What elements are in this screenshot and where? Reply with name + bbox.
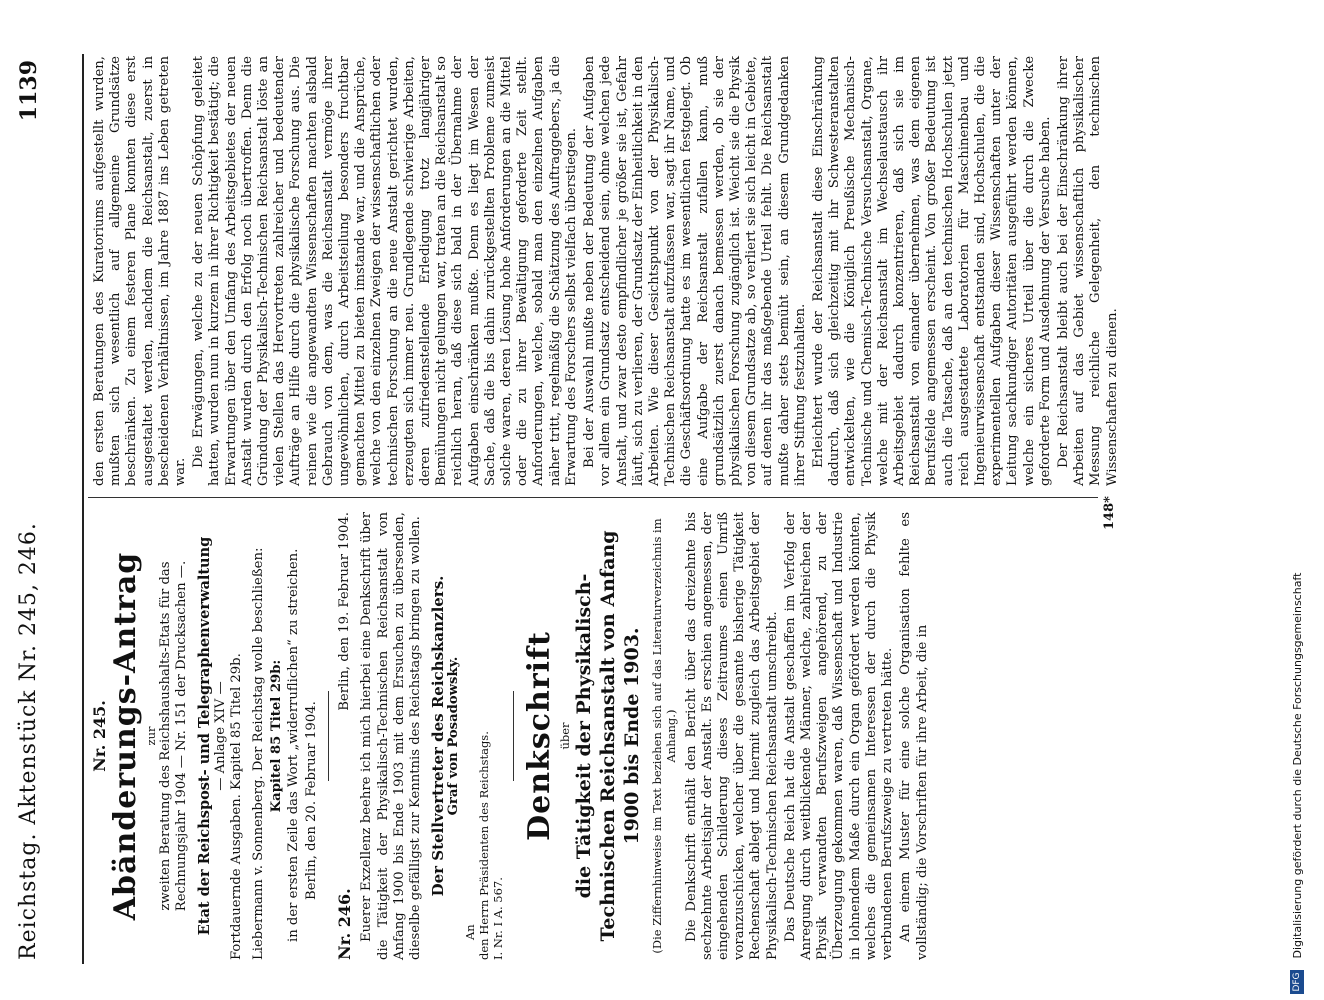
reference-number: I. Nr. I A. 567. — [490, 877, 505, 960]
left-para-3: An einem Muster für eine solche Organisation fehlte es vollständig; die Vorschriften für ihre Arbeit, die in — [898, 512, 930, 960]
denkschrift-subtitle: die Tätigkeit der Physikalisch-Technischen Reichsanstalt von Anfang 1900 bis Ende 1903. — [572, 530, 643, 942]
page-number: 1139 — [16, 60, 42, 122]
footnote-note: (Die Ziffernhinweise im Text beziehen sich auf das Literaturverzeichnis im Anhang.) — [649, 518, 678, 954]
credit-text: Digitalisierung gefördert durch die Deutsche Forschungsgemeinschaft — [1290, 572, 1304, 959]
header-title: Reichstag. Aktenstück Nr. 245, 246. — [16, 522, 41, 960]
date-246: Berlin, den 19. Februar 1904. — [337, 512, 353, 711]
left-column — [92, 512, 933, 960]
liebermann-text: Liebermann v. Sonnenberg. Der Reichstag wolle beschließen: — [251, 547, 267, 960]
dfg-logo-icon: DFG — [1290, 970, 1304, 994]
right-para-2: Die Erwägungen, welche zu der neuen Schöpfung geleitet hatten, wurden nun in kurzem in ihrer Richtigkeit bestätigt; die Erwartungen über den Umfang des Arbeitsgebietes der neuen Anstalt wurden durch den Erfolg noch übertroffen. Denn die Gründung der Physikalisch-Technischen Reichsanstalt löste an vielen Stellen das Hervortreten zahlreicher und bedeutender Aufträge an Hilfe durch die physikalische Forschung aus. Die reinen wie die angewandten Wissenschaften machten alsbald Gebrauch von dem, was die Reichsanstalt vermöge ihrer ungewöhnlichen, durch Arbeitsteilung besonders fruchtbar gemachten Mittel zu bieten imstande war, und die Ansprüche, welche von den einzelnen Zweigen der wissenschaftlichen oder technischen Forschung an die neue Anstalt gerichtet wurden, erzeugten sich immer neu. Grundlegende schwierige Arbeiten, deren zufriedenstellende Erledigung trotz langjähriger Bemühungen nicht gelungen war, traten an die Reichsanstalt so reichlich heran, daß diese sich bald in der Übernahme der Aufgaben einschränken mußte. Denn es liegt im Wesen der Sache, daß die bis dahin zurückgestellten Probleme zumeist solche waren, deren Lösung hohe Anforderungen an die Mittel oder die zu ihrer Bewältigung geforderte Zeit stellt. Anforderungen, welche, sobald man den einzelnen Aufgaben näher tritt, regelmäßig die Schätzung des Auftraggebers, ja die Erwartung des Forschers selbst vielfach überstiegen. — [191, 56, 579, 486]
page-mark: 148* — [1102, 496, 1117, 530]
doc-heading: Abänderungs-Antrag — [108, 551, 144, 921]
right-para-1: den ersten Beratungen des Kuratoriums aufgestellt wurden, mußten sich wesentlich auf allgemeine Grundsätze beschränken. Zu einem festeren Plane konnten diese erst ausgestaltet werden, nachdem die Reichsanstalt, zuerst in bescheidenen Verhältnissen, im Jahre 1887 ins Leben getreten war. — [92, 56, 189, 486]
right-para-5: Der Reichsanstalt bleibt auch bei der Einschränkung ihrer Arbeiten auf das Gebiet wissenschaftlich physikalischer Messung reichliche Gelegenheit, den technischen Wissenschaften zu dienen. — [1055, 56, 1120, 486]
separator-2 — [513, 691, 514, 781]
denkschrift-title: Denkschrift — [521, 631, 557, 841]
address-praesident: den Herrn Präsidenten des Reichstags. — [476, 731, 491, 960]
kapitel-text: in der ersten Zeile das Wort „widerruflichen“ zu streichen. — [285, 548, 301, 942]
stellvertreter: Der Stellvertreter des Reichskanzlers. — [429, 575, 448, 897]
zur-label: zur — [144, 726, 159, 746]
running-header — [14, 60, 44, 960]
doc-number-246: Nr. 246. — [335, 888, 355, 960]
fortdauernd-text: Fortdauernde Ausgaben. Kapitel 85 Titel 29b. — [229, 653, 245, 960]
separator-1 — [328, 691, 329, 781]
right-column — [92, 56, 1123, 486]
right-para-3: Bei der Auswahl mußte neben der Bedeutung der Aufgaben vor allem ein Grundsatz entscheidend sein, ohne welchen jede Anstalt, und zwar desto empfindlicher je größer sie ist, Gefahr läuft, sich zu verlieren, der Grundsatz der Einheitlichkeit in den Arbeiten. Wie dieser Gesichtspunkt von der Physikalisch-Technischen Reichsanstalt aufzufassen war, sagt ihr Name, und die Geschäftsordnung hatte es im wesentlichen festgelegt. Ob eine Aufgabe der Reichsanstalt zufallen kann, muß grundsätzlich zuerst danach bemessen werden, ob sie der physikalischen Forschung zugänglich ist. Weicht sie die Physik von diesem Grundsatze ab, so verliert sie sich leicht in Gebiete, auf denen ihr das maßgebende Urteil fehlt. Die Reichsanstalt mußte daher stets bemüht sein, an diesem Grundgedanken ihrer Stiftung festzuhalten. — [582, 56, 808, 486]
date-245: Berlin, den 20. Februar 1904. — [303, 701, 319, 900]
left-para-1: Die Denkschrift enthält den Bericht über das dreizehnte bis sechzehnte Arbeitsjahr der Anstalt. Es erschien angemessen, der eingehenden Schilderung dieses Zeitraumes einen Umriß voranzuschicken, welcher über die gesamte bisherige Tätigkeit Rechenschaft ablegt und hiermit zugleich das Arbeitsgebiet der Physikalisch-Technischen Reichsanstalt umschreibt. — [683, 512, 780, 960]
signature-graf: Graf von Posadowsky. — [446, 656, 462, 816]
digitization-credit — [1290, 0, 1304, 1000]
body-246: Euerer Exzellenz beehre ich mich hierbei eine Denkschrift über die Tätigkeit der Physikalisch-Technischen Reichsanstalt von Anfang 1900 bis Ende 1903 mit dem Ersuchen zu übersenden, dieselbe gefälligst zur Kenntnis des Reichstags bringen zu wollen. — [359, 512, 424, 960]
header-rule — [82, 54, 84, 964]
etat-heading: Etat der Reichspost- und Telegraphenverwaltung — [195, 536, 213, 936]
right-para-4: Erleichtert wurde der Reichsanstalt diese Einschränkung dadurch, daß sich gleichzeitig mit ihr Schwesteranstalten entwickelten, wie die Königlich Preußische Mechanisch-Technische und Chemisch-Technische Versuchsanstalt, Organe, welche mit der Reichsanstalt im Wechselaustausch ihr Arbeitsgebiet dadurch konzentrieren, daß sich sie im Reichsanstalt von einander übernehmen, was dem eigenen Berufsfelde angemessen erscheint. Von großer Bedeutung ist auch die Tatsache, daß an den technischen Hochschulen jetzt reich ausgestattete Laboratorien für Maschinenbau und Ingenieurwissenschaft entstanden sind, Hochschulen, die die experimentellen Aufgaben dieser Wissenschaften unter der Leitung sachkundiger Autoritäten ausgeführt werden können, welche ein sicheres Urteil über die durch die Zwecke geforderte Form und Ausdehnung der Versuche haben. — [810, 56, 1053, 486]
kapitel-heading: Kapitel 85 Titel 29b: — [269, 659, 285, 813]
anlage-label: — Anlage XIV — — [212, 681, 228, 791]
ueber-label: über — [557, 722, 572, 750]
column-divider — [88, 497, 1098, 498]
lead-text: zweiten Beratung des Reichshaushalts-Etats für das Rechnungsjahr 1904 — Nr. 151 der Drucksachen —. — [158, 560, 190, 912]
address-an: An — [462, 924, 477, 940]
left-para-2: Das Deutsche Reich hat die Anstalt geschaffen im Verfolg der Anregung durch weitblickende Männer, welche, zahlreichen der Physik verwandten Berufszweigen angehörend, zu der Überzeugung gekommen waren, daß Wissenschaft und Industrie in lohnendem Maße durch ein Organ gefördert werden könnten, welches die gemeinsamen Interessen der durch die Physik verbundenen Berufszweige zu vertreten hätte. — [782, 512, 896, 960]
doc-number-245: Nr. 245. — [90, 700, 109, 772]
